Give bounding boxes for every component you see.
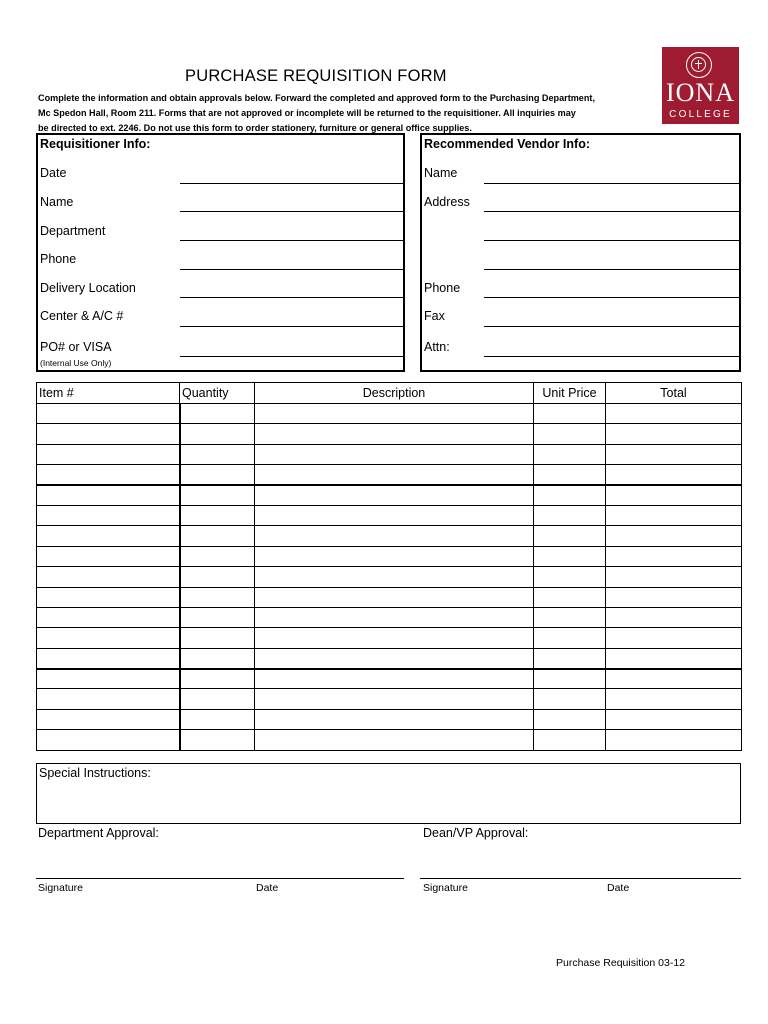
- item-number-cell[interactable]: [37, 404, 180, 424]
- quantity-cell[interactable]: [180, 730, 255, 750]
- total-cell[interactable]: [606, 607, 742, 627]
- table-row: [37, 628, 742, 648]
- quantity-cell[interactable]: [180, 628, 255, 648]
- dean-vp-approval-label: Dean/VP Approval:: [423, 826, 529, 840]
- department-approval-label: Department Approval:: [38, 826, 159, 840]
- unit-price-cell[interactable]: [534, 689, 606, 709]
- phone-field[interactable]: [180, 269, 403, 270]
- total-cell[interactable]: [606, 505, 742, 525]
- quantity-cell[interactable]: [180, 567, 255, 587]
- item-number-cell[interactable]: [37, 669, 180, 689]
- date-field[interactable]: [180, 183, 403, 184]
- vendor-info-box: [420, 133, 741, 372]
- unit-price-header: Unit Price: [534, 383, 606, 404]
- special-instructions-label: Special Instructions:: [39, 766, 151, 780]
- vendor-address-line-2[interactable]: [484, 240, 739, 241]
- quantity-cell[interactable]: [180, 485, 255, 505]
- items-header-row: [37, 383, 742, 404]
- description-cell[interactable]: [255, 709, 534, 729]
- items-table: [36, 382, 742, 751]
- vendor-phone-label: Phone: [424, 281, 461, 295]
- date-label: Date: [40, 166, 67, 180]
- total-cell[interactable]: [606, 587, 742, 607]
- table-row: [37, 587, 742, 607]
- dean-signature-label: Signature: [423, 882, 468, 894]
- form-title: PURCHASE REQUISITION FORM: [185, 67, 447, 85]
- quantity-cell[interactable]: [180, 404, 255, 424]
- quantity-cell[interactable]: [180, 607, 255, 627]
- total-cell[interactable]: [606, 709, 742, 729]
- item-number-cell[interactable]: [37, 567, 180, 587]
- item-number-cell[interactable]: [37, 505, 180, 525]
- item-number-cell[interactable]: [37, 587, 180, 607]
- table-row: [37, 730, 742, 750]
- total-cell[interactable]: [606, 404, 742, 424]
- total-cell[interactable]: [606, 424, 742, 444]
- delivery-location-label: Delivery Location: [40, 281, 136, 295]
- description-cell[interactable]: [255, 505, 534, 525]
- center-ac-field[interactable]: [180, 326, 403, 327]
- vendor-phone-field[interactable]: [484, 297, 739, 298]
- table-row: [37, 505, 742, 525]
- quantity-cell[interactable]: [180, 546, 255, 566]
- instructions-line: Mc Spedon Hall, Room 211. Forms that are not approved or incomplete will be returned to the requisitioner. All inquiries may: [38, 108, 576, 118]
- vendor-name-field[interactable]: [484, 183, 739, 184]
- department-field[interactable]: [180, 240, 403, 241]
- unit-price-cell[interactable]: [534, 628, 606, 648]
- po-visa-label: PO# or VISA: [40, 340, 112, 354]
- table-row: [37, 709, 742, 729]
- delivery-location-field[interactable]: [180, 297, 403, 298]
- description-cell[interactable]: [255, 404, 534, 424]
- form-version: Purchase Requisition 03-12: [556, 957, 685, 969]
- unit-price-cell[interactable]: [534, 505, 606, 525]
- department-date-label: Date: [256, 882, 279, 894]
- total-cell[interactable]: [606, 444, 742, 464]
- table-row: [37, 444, 742, 464]
- unit-price-cell[interactable]: [534, 567, 606, 587]
- total-cell[interactable]: [606, 648, 742, 668]
- item-number-cell[interactable]: [37, 730, 180, 750]
- quantity-cell[interactable]: [180, 689, 255, 709]
- item-number-cell[interactable]: [37, 526, 180, 546]
- description-cell[interactable]: [255, 689, 534, 709]
- unit-price-cell[interactable]: [534, 546, 606, 566]
- quantity-cell[interactable]: [180, 669, 255, 689]
- quantity-cell[interactable]: [180, 648, 255, 668]
- table-row: [37, 669, 742, 689]
- item-number-cell[interactable]: [37, 465, 180, 485]
- table-row: [37, 424, 742, 444]
- department-signature-label: Signature: [38, 882, 83, 894]
- unit-price-cell[interactable]: [534, 444, 606, 464]
- internal-use-note: (Internal Use Only): [40, 358, 112, 368]
- item-number-cell[interactable]: [37, 424, 180, 444]
- description-header: Description: [255, 383, 534, 404]
- college-seal-icon: [686, 52, 712, 78]
- unit-price-cell[interactable]: [534, 424, 606, 444]
- table-row: [37, 526, 742, 546]
- description-cell[interactable]: [255, 648, 534, 668]
- special-instructions-box[interactable]: [36, 763, 741, 824]
- unit-price-cell[interactable]: [534, 607, 606, 627]
- instructions-line: be directed to ext. 2246. Do not use this form to order stationery, furniture or general office supplies.: [38, 123, 472, 133]
- unit-price-cell[interactable]: [534, 587, 606, 607]
- item-number-cell[interactable]: [37, 607, 180, 627]
- total-cell[interactable]: [606, 689, 742, 709]
- department-label: Department: [40, 224, 106, 238]
- table-row: [37, 485, 742, 505]
- iona-college-logo: [662, 47, 739, 124]
- unit-price-cell[interactable]: [534, 730, 606, 750]
- item-number-cell[interactable]: [37, 689, 180, 709]
- vendor-address-line-3[interactable]: [484, 269, 739, 270]
- total-cell[interactable]: [606, 730, 742, 750]
- department-approval-signature-line[interactable]: [36, 878, 404, 879]
- description-cell[interactable]: [255, 465, 534, 485]
- item-number-cell[interactable]: [37, 485, 180, 505]
- quantity-cell[interactable]: [180, 526, 255, 546]
- total-cell[interactable]: [606, 669, 742, 689]
- description-cell[interactable]: [255, 546, 534, 566]
- table-row: [37, 567, 742, 587]
- quantity-cell[interactable]: [180, 424, 255, 444]
- total-header: Total: [606, 383, 742, 404]
- dean-vp-approval-signature-line[interactable]: [420, 878, 741, 879]
- item-number-cell[interactable]: [37, 648, 180, 668]
- description-cell[interactable]: [255, 424, 534, 444]
- quantity-cell[interactable]: [180, 465, 255, 485]
- vendor-address-label: Address: [424, 195, 470, 209]
- requisitioner-heading: Requisitioner Info:: [40, 137, 151, 151]
- item-number-cell[interactable]: [37, 628, 180, 648]
- vendor-fax-field[interactable]: [484, 326, 739, 327]
- instructions-line: Complete the information and obtain approvals below. Forward the completed and approved form to the Purchasing Department,: [38, 93, 595, 103]
- quantity-cell[interactable]: [180, 505, 255, 525]
- name-field[interactable]: [180, 211, 403, 212]
- item-number-cell[interactable]: [37, 546, 180, 566]
- unit-price-cell[interactable]: [534, 404, 606, 424]
- po-visa-field[interactable]: [180, 356, 403, 357]
- description-cell[interactable]: [255, 730, 534, 750]
- form-instructions: [38, 91, 660, 136]
- description-cell[interactable]: [255, 526, 534, 546]
- item-number-cell[interactable]: [37, 709, 180, 729]
- table-row: [37, 689, 742, 709]
- phone-label: Phone: [40, 252, 77, 266]
- item-number-cell[interactable]: [37, 444, 180, 464]
- description-cell[interactable]: [255, 444, 534, 464]
- description-cell[interactable]: [255, 567, 534, 587]
- vendor-fax-label: Fax: [424, 309, 445, 323]
- unit-price-cell[interactable]: [534, 526, 606, 546]
- unit-price-cell[interactable]: [534, 485, 606, 505]
- table-row: [37, 546, 742, 566]
- description-cell[interactable]: [255, 485, 534, 505]
- unit-price-cell[interactable]: [534, 648, 606, 668]
- vendor-attn-label: Attn:: [424, 340, 450, 354]
- total-cell[interactable]: [606, 546, 742, 566]
- requisitioner-info-box: [36, 133, 405, 372]
- table-row: [37, 607, 742, 627]
- quantity-cell[interactable]: [180, 444, 255, 464]
- quantity-cell[interactable]: [180, 709, 255, 729]
- vendor-attn-field[interactable]: [484, 356, 739, 357]
- unit-price-cell[interactable]: [534, 669, 606, 689]
- description-cell[interactable]: [255, 628, 534, 648]
- table-row: [37, 404, 742, 424]
- vendor-name-label: Name: [424, 166, 458, 180]
- center-ac-label: Center & A/C #: [40, 309, 124, 323]
- quantity-header: Quantity: [180, 383, 255, 404]
- name-label: Name: [40, 195, 74, 209]
- items-body: [37, 404, 742, 751]
- description-cell[interactable]: [255, 607, 534, 627]
- total-cell[interactable]: [606, 628, 742, 648]
- description-cell[interactable]: [255, 587, 534, 607]
- total-cell[interactable]: [606, 526, 742, 546]
- unit-price-cell[interactable]: [534, 465, 606, 485]
- unit-price-cell[interactable]: [534, 709, 606, 729]
- quantity-cell[interactable]: [180, 587, 255, 607]
- total-cell[interactable]: [606, 465, 742, 485]
- total-cell[interactable]: [606, 485, 742, 505]
- description-cell[interactable]: [255, 669, 534, 689]
- total-cell[interactable]: [606, 567, 742, 587]
- table-row: [37, 648, 742, 668]
- item-number-header: Item #: [37, 383, 180, 404]
- logo-subname: COLLEGE: [669, 109, 732, 120]
- vendor-heading: Recommended Vendor Info:: [424, 137, 590, 151]
- dean-date-label: Date: [607, 882, 630, 894]
- table-row: [37, 465, 742, 485]
- logo-name: IONA: [666, 78, 735, 107]
- vendor-address-field[interactable]: [484, 211, 739, 212]
